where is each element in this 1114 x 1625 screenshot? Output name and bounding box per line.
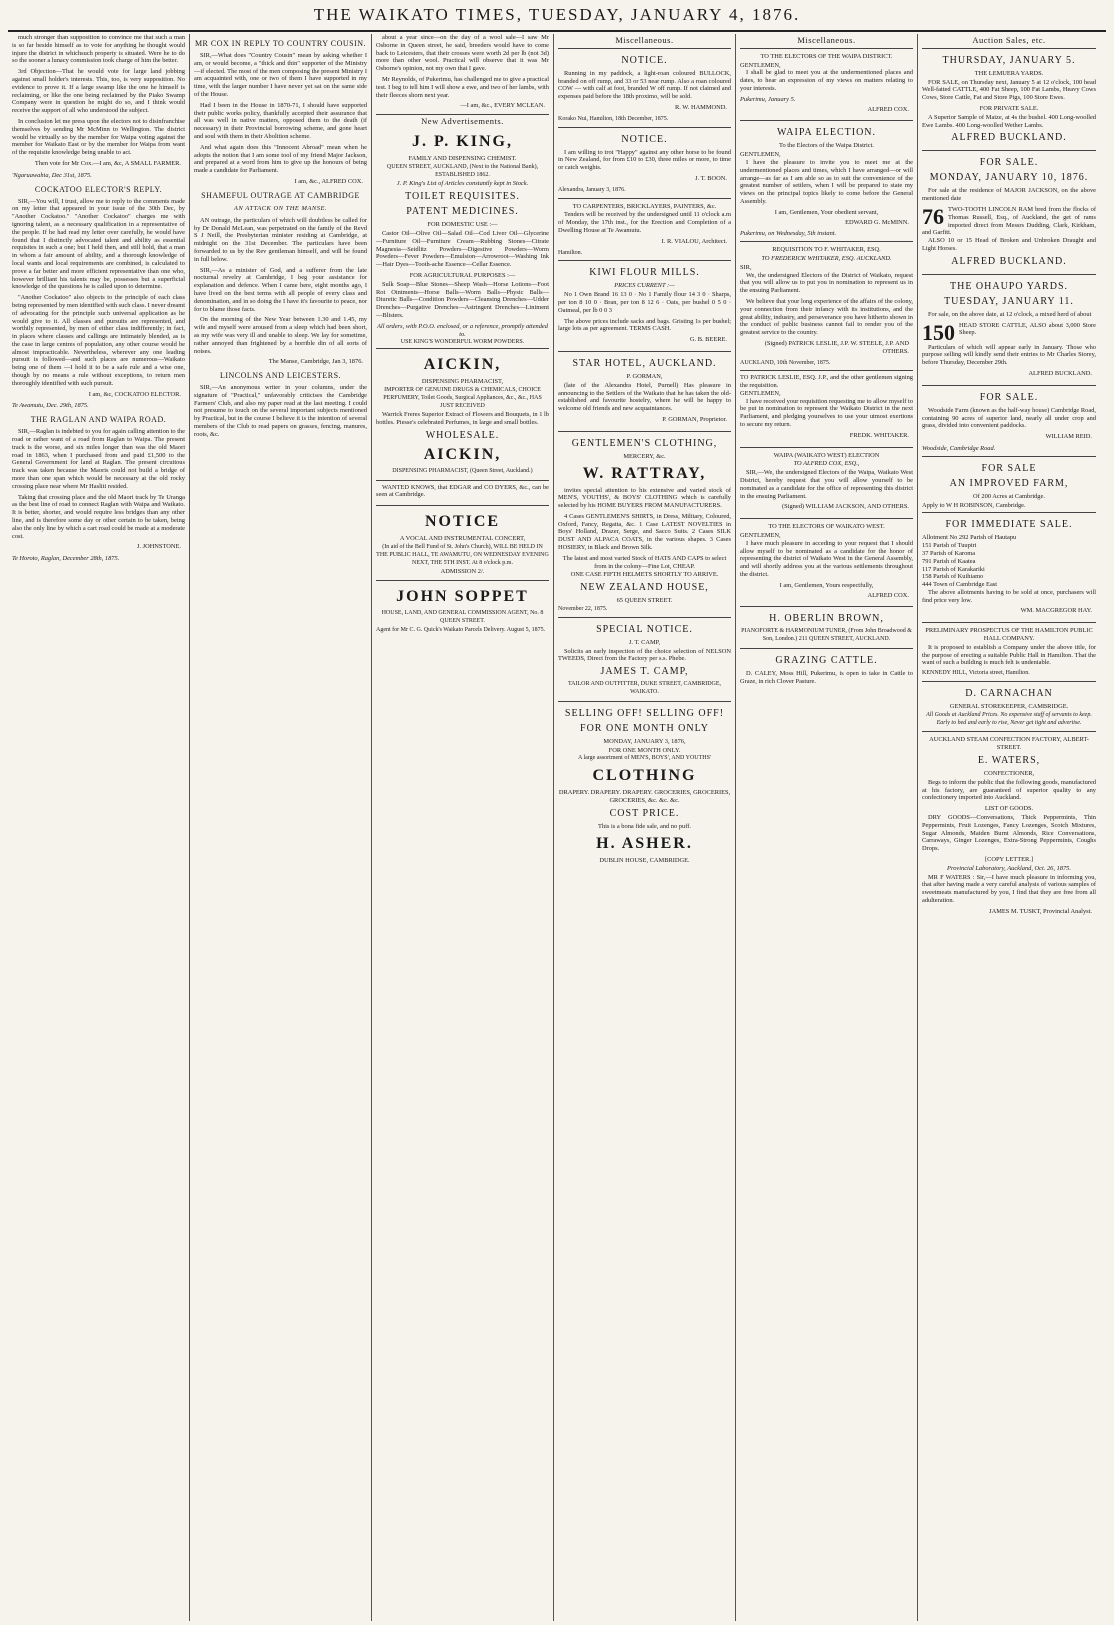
ad-text: We believe that your long experience of the affairs of the colony, your connection from their infancy with its institutions, and the great ability, industry, and perseverance you have hitherto shown in the conduct of public business cannot fail to render you of the greatest service to the country. bbox=[740, 297, 913, 337]
ad-text: D. CALEY, Moss Hill, Pukerimu, is open to take in Cattle to Graze, in rich Clover Pasture. bbox=[740, 670, 913, 685]
column-6 bbox=[918, 34, 1100, 1621]
ad-text: HEAD STORE CATTLE, ALSO about 3,000 Store Sheep. bbox=[959, 321, 1096, 337]
ad-text: WANTED KNOWS, that EDGAR and CO DYERS, &c., can be seen at Cambridge. bbox=[376, 483, 549, 499]
ad-note: USE KING'S WONDERFUL WORM POWDERS. bbox=[400, 339, 525, 346]
letter-paragraph: "Another Cockatoo" also objects to the principle of each class being represented by men identified with such class. I never dreamt of advocating for the principle such universal application as he would give to it. All classes and pursuits are represented, and worthily represented, by men of either class indifferently; in fact, in places where classes and callings are intimately blended, as is the case in large centres of population, any other course would be almost impracticable. Nevertheless, wherever any one leading pursuit is followed—and such places are numerous—Waikato being one of them —I hold it to be a safe rule and a wise one, though by no means a rule without exceptions, to return men thoroughly identified with such pursuit. bbox=[12, 294, 185, 387]
ad-text: I am willing to trot "Happy" against any other horse to be found in New Zealand, for from £10 to £30, three miles or more, to time or catch weights. bbox=[558, 148, 731, 172]
column-1 bbox=[8, 34, 190, 1621]
ad-subtitle: Of 200 Acres at Cambridge. bbox=[973, 492, 1045, 500]
ad-title: THURSDAY, JANUARY 5. bbox=[942, 54, 1076, 66]
ad-subtitle: THE LEMUERA YARDS. bbox=[974, 69, 1044, 77]
ad-title: JAMES T. CAMP, bbox=[600, 666, 689, 678]
ad-text: invites special attention to his extensive and varied stock of MEN'S, YOUTHS', & BOYS' CLOTHING which is carefully selected by his HOME BUYERS FROM MANUFACTURERS. bbox=[558, 486, 731, 510]
ad-text: Particulars of which will appear early in January. Those who purpose selling will kindly send their entries to Mr Charles Storey, before Thursday, December 29th. bbox=[922, 343, 1096, 367]
section-heading: New Advertisements. bbox=[376, 114, 549, 129]
ad-title: CLOTHING bbox=[592, 767, 697, 785]
ad-salutation: GENTLEMEN, bbox=[740, 61, 781, 69]
ad-subtitle: FOR ONE MONTH ONLY. bbox=[608, 746, 681, 754]
letter-paragraph: And what again does this "Innocent Abroad" mean when he adopts the notion that I am some tool of my friend Major Jackson, and prepared at a word from him to give up the honours of being made a candidate for Parliament. bbox=[194, 143, 367, 175]
masthead: THE WAIKATO TIMES, TUESDAY, JANUARY 4, 1876. bbox=[313, 5, 801, 24]
ad-salutation: GENTLEMEN, bbox=[740, 151, 781, 159]
ad-signature: G. B. BEERE. bbox=[689, 336, 727, 344]
letter-paragraph: Had I been in the House in 1870-71, I should have supported their public works policy, thankfully accepted their assurance that all was well in native matters, opposed them to the death (if necessary) in their Provincial borrowing scheme, and gone heart and soul with them in their Abolition scheme. bbox=[194, 101, 367, 140]
ad-note: Apply to W H ROBINSON, Cambridge. bbox=[922, 501, 1026, 509]
ad-text: Woodside Farm (known as the half-way house) Cambridge Road, containing 90 acres of superior land, nearly all under crop and grass, divided into convenient paddocks. bbox=[922, 406, 1096, 430]
ad-signature: R. W. HAMMOND. bbox=[674, 103, 727, 111]
letter-signature: I am, &c., ALFRED COX. bbox=[294, 177, 363, 185]
ad-signature: ALFRED BUCKLAND. bbox=[1028, 369, 1092, 377]
letter-paragraph: Taking that crossing place and the old Maori track by Te Uranga as the best line of road to connect Raglan with Waipa and Waikato. It is better, shorter, and would require less bridges than any other line, and is therefore some day or other certain to be taken, being also the only line by which a cart road could be made at a moderate cost. bbox=[12, 493, 185, 540]
ad-closing: I am, Gentlemen, Yours respectfully, bbox=[779, 581, 874, 589]
ad-title: MONDAY, JANUARY 10, 1876. bbox=[929, 172, 1089, 184]
lot-line: Allotment No 292 Parish of Hautapu bbox=[922, 534, 1017, 542]
ad-dateline: Woodside, Cambridge Road. bbox=[922, 444, 996, 452]
ad-text: Begs to inform the public that the following goods, manufactured at his factory, are guaranteed of superior quality to any confectionery imported into Auckland. bbox=[922, 778, 1096, 802]
ad-signature: J. T. BOON. bbox=[695, 174, 727, 182]
ad-signature: P. GORMAN, Proprietor. bbox=[662, 415, 727, 423]
ad-text: Tenders will be received by the undersigned until 11 o'clock a.m of Monday, the 17th inst., for the Erection and Completion of a Dwelling House at Te Awamutu. bbox=[558, 211, 731, 234]
ad-text: (late of the Alexandra Hotel, Purnell) Has pleasure in announcing to the Settlers of the Waikato that he has taken the old-established and favourite hostelry, where he will be happy to welcome old friends and new acquaintances. bbox=[558, 381, 731, 413]
ad-text: For sale at the residence of MAJOR JACKSON, on the above mentioned date bbox=[922, 187, 1096, 203]
ad-title: TO THE ELECTORS OF WAIKATO WEST. bbox=[768, 523, 885, 531]
article-paragraph: SIR,—As a minister of God, and a sufferer from the late nocturnal revelry at Cambridge, I beg your assistance for explanation and defence. When I came here, eight months ago, I have lived on the best terms with all people of every class and denomination, and in so doing the I have it's favourite to peace, nor for to blame those facts. bbox=[194, 266, 367, 313]
ad-text: Running in my paddock, a light-roan coloured BULLOCK, branded on off rump, and 33 or 53 near rump. Also a roan coloured COW — with calf at foot, branded W off rump. If not claimed and expenses paid before the 18th proximo, will be sold. bbox=[558, 69, 731, 101]
ad-heading: [COPY LETTER.] bbox=[984, 856, 1034, 864]
ad-note: Agent for Mr C. G. Quick's Waikato Parcels Delivery. August 5, 1875. bbox=[376, 626, 546, 633]
ad-text: The above allotments having to be sold at once, purchasers will find price very low. bbox=[922, 588, 1096, 604]
letter-signature: Then vote for Mr Cox.—I am, &c, A SMALL FARMER. bbox=[34, 159, 181, 167]
letter-paragraph: much stronger than supposition to convince me that such a man is so far beside himself as to vote for anything he thought would injure the district in whichsuch property is situated. Were he to do so the sooner a lunacy commission took charge of him the better. bbox=[12, 34, 185, 65]
article-heading: COCKATOO ELECTOR'S REPLY. bbox=[34, 184, 163, 194]
ad-note: The latest and most varied Stock of HATS AND CAPS to select from in the colony—Fine Lot, CHEAP. bbox=[562, 554, 727, 570]
ad-salutation: SIR, bbox=[740, 263, 752, 271]
ad-subtitle: MONDAY, JANUARY 3, 1876, bbox=[603, 737, 686, 745]
ad-title: TO THE ELECTORS OF THE WAIPA DISTRICT. bbox=[760, 52, 893, 60]
section-heading: Miscellaneous. bbox=[797, 35, 856, 45]
ad-list: Warrick Freres Superior Extract of Flowers and Bouquets, in 1 lb bottles. Piesse's celebrated Perfumes, in large and small bottles. bbox=[376, 411, 549, 427]
ad-signature: ALFRED BUCKLAND. bbox=[951, 255, 1067, 267]
ad-heading: LIST OF GOODS. bbox=[984, 805, 1034, 813]
article-heading: THE RAGLAN AND WAIPA ROAD. bbox=[30, 415, 167, 425]
ad-subtitle: PRICES CURRENT :— bbox=[614, 282, 675, 290]
ad-heading: FOR DOMESTIC USE :— bbox=[427, 221, 498, 229]
ad-signature: EDWARD G. McMINN. bbox=[845, 218, 909, 226]
ad-signature: (Signed) WILLIAM JACKSON, AND OTHERS. bbox=[782, 503, 909, 511]
columns bbox=[8, 34, 1106, 1621]
ad-subtitle: P. GORMAN, bbox=[626, 372, 663, 380]
ad-title: NOTICE bbox=[424, 513, 501, 531]
ad-subtitle: DISPENSING PHARMACIST, bbox=[421, 378, 504, 386]
ad-heading: TOILET REQUISITES. bbox=[405, 191, 520, 203]
letter-dateline: Te Awamutu, Dec. 29th, 1875. bbox=[12, 402, 89, 410]
article-heading: SHAMEFUL OUTRAGE AT CAMBRIDGE bbox=[201, 190, 360, 200]
ad-title: AICKIN, bbox=[423, 356, 502, 374]
ad-note: All Goods at Auckland Prices. No expensive staff of servants to keep. Early to bed and early to rise, Never get tight and advertise. bbox=[926, 711, 1092, 726]
ad-subtitle: DISPENSING PHARMACIST, (Queen Street, Auckland.) bbox=[392, 467, 533, 474]
ad-note: All orders, with P.O.O. enclosed, or a reference, promptly attended to. bbox=[377, 322, 548, 338]
ad-subtitle: CONFECTIONER, bbox=[983, 770, 1035, 778]
ad-title: AUCKLAND STEAM CONFECTION FACTORY, ALBERT-STREET. bbox=[929, 736, 1089, 752]
letter-dateline: 'Ngaruawahia, Dec 31st, 1875. bbox=[12, 171, 92, 179]
article-subheading: AN ATTACK ON THE MANSE. bbox=[233, 204, 328, 212]
ad-title: GENTLEMEN'S CLOTHING, bbox=[571, 437, 718, 449]
ad-note: A large assortment of MEN'S, BOYS', AND YOUTHS' bbox=[577, 755, 712, 762]
ad-subtitle: Provincial Laboratory, Auckland, Oct. 26, 1875. bbox=[947, 864, 1071, 872]
ad-subtitle: To the Electors of the Waipa District. bbox=[779, 142, 874, 150]
ad-dateline: Korako Nui, Hamilton, 18th December, 1875. bbox=[558, 115, 669, 122]
ad-text: I have received your requisition requesting me to allow myself to be put in nomination to represent the Waikato District in the next Parliament, and pledging yourselves to use your utmost exertions to secure my return. bbox=[740, 397, 913, 429]
ad-title: COST PRICE. bbox=[609, 807, 680, 819]
ad-number: 150 bbox=[922, 319, 955, 345]
ad-signature: KENNEDY HILL, Victoria street, Hamilton. bbox=[922, 670, 1030, 677]
article-paragraph: AN outrage, the particulars of which will doubtless be called for by Dr Donald McLean, was perpetrated on the family of the Revd S J Neill, the Presbyterian minister residing at Cambridge, at midnight on the 31st December. The particulars have been forwarded to us by the Rev gentleman himself, and will be found in full below. bbox=[194, 216, 367, 263]
ad-text: DRY GOODS—Conversations, Thick Peppermints, Thin Peppermints, Fruit Lozenges, Fancy Lozenges, Scotch Mixtures, Sugar Almonds, Maiden Burnt Almonds, Rice Conversations, Carraways, Ginger Lozenges, Extra-Strong Peppermints, Coughs Drops. bbox=[922, 814, 1096, 853]
ad-title: H. ASHER. bbox=[596, 834, 693, 852]
ad-subtitle: A VOCAL AND INSTRUMENTAL CONCERT, bbox=[399, 535, 526, 543]
lot-line: 151 Parish of Tuupiri bbox=[922, 542, 977, 550]
column-3 bbox=[372, 34, 554, 1621]
ad-title: FOR ONE MONTH ONLY bbox=[580, 722, 709, 734]
ad-subtitle: MERCERY, &c. bbox=[623, 452, 666, 460]
ad-title: THE OHAUPO YARDS. bbox=[949, 280, 1069, 292]
ad-title: TO CARPENTERS, BRICKLAYERS, PAINTERS, &c. bbox=[572, 202, 717, 210]
ad-note: ADMISSION 2/. bbox=[440, 568, 485, 576]
ad-dateline: Alexandra, January 3, 1876. bbox=[558, 186, 626, 193]
ad-text: For sale, on the above date, at 12 o'clock, a mixed herd of about bbox=[928, 310, 1092, 318]
ad-signature: ALFRED COX. bbox=[867, 591, 909, 599]
ad-title: FOR SALE. bbox=[979, 391, 1039, 403]
ad-subtitle: J. T. CAMP, bbox=[628, 638, 661, 646]
letter-paragraph: Mr Reynolds, of Pukerimu, has challenged me to give a practical test. I beg to tell him I will show a ewe, and two of her lambs, with their fleeces shorn next year. bbox=[376, 75, 549, 99]
ad-subtitle: PIANOFORTE & HARMONIUM TUNER, (From John Broadwood & Son, London.) 211 QUEEN STREET, AUCKLAND. bbox=[741, 628, 912, 643]
ad-text: Solicits an early inspection of the choice selection of NELSON TWEEDS, Direct from the Factory per s.s. Phebe. bbox=[558, 647, 731, 663]
ad-title: REQUISITION TO F. WHITAKER, ESQ. bbox=[772, 246, 881, 254]
ad-title: WAIPA (WAIKATO WEST) ELECTION bbox=[773, 451, 880, 459]
ad-signature: JAMES M. TUSKT, Provincial Analyst. bbox=[989, 907, 1092, 915]
letter-signature: I am, &c, COCKATOO ELECTOR. bbox=[88, 390, 181, 398]
lot-line: 444 Town of Cambridge East bbox=[922, 581, 998, 589]
ad-title: NEW ZEALAND HOUSE, bbox=[580, 582, 709, 594]
ad-text: We, the undersigned Electors of the District of Waikato, request that you will allow us to put you in nomination to represent us in the ensuing Parliament. bbox=[740, 271, 913, 295]
ad-price-list: No 1 Own Brand 16 13 0 · No 1 Family flour 14 3 0 · Sharps, per ton 8 10 0 · Bran, per ton 8 12 6 · Oats, per bushel 0 5 0 · Oatmeal, per lb 0 0 3 bbox=[558, 291, 731, 314]
ad-list: Sulk Soap—Blue Stones—Sheep Wash—Horse Lotions—Foot Rot Ointments—Horse Balls—Worm Balls—Physic Balls—Diuretic Balls—Condition Powders—Cleansing Drenches—Udder Drenches—Purgative Drenches—Astringent Drenches—Liniment—Blisters. bbox=[376, 280, 549, 319]
lot-line: 791 Parish of Kaatea bbox=[922, 557, 976, 565]
letter-signature: The Manse, Cambridge, Jan 3, 1876. bbox=[268, 358, 363, 366]
ad-text: I have the pleasure to invite you to meet me at the undermentioned places and times, which I have arranged—or will arrange—as far as I am able so as to suit the convenience of the greatest number of settlers, when I will be prepared to state my views on the principal topics likely to come before the General Assembly. bbox=[740, 158, 913, 205]
ad-title: J. P. KING, bbox=[412, 132, 513, 150]
ad-title: FOR IMMEDIATE SALE. bbox=[945, 519, 1073, 531]
ad-salutation: GENTLEMEN, bbox=[740, 389, 781, 397]
ad-heading: FOR AGRICULTURAL PURPOSES :— bbox=[409, 271, 516, 279]
ad-salutation: GENTLEMEN, bbox=[740, 532, 781, 540]
ad-text: SIR,—We, the undersigned Electors of the Waipa, Waikato West District, hereby request that you will allow yourself to be nominated as a candidate for the office of representing this district in the ensuing Parliament. bbox=[740, 469, 913, 500]
ad-text: TWO-TOOTH LINCOLN RAM bred from the flocks of Thomas Russell, Esq., of Auckland, the get of rams imported direct from Messrs Dudding, Clark, Kirkham, and Garfitt. bbox=[922, 205, 1096, 237]
ad-text: I shall be glad to meet you at the undermentioned places and dates, to hear an expression of my views on matters relating to your interests. bbox=[740, 69, 913, 92]
letter-paragraph: about a year since—on the day of a wool sale—I saw Mr Osborne in Queen street, he said, breeders would have to come back to Leicesters, that their crosses were worth 2d per lb (not 3d) more than other wool. Practical will observe that it was Mr Osborne's opinion, not my own that I gave. bbox=[376, 34, 549, 73]
ad-dateline: AUCKLAND, 10th November, 1875. bbox=[740, 359, 831, 366]
ad-signature: WM. MACGREGOR HAY. bbox=[1020, 607, 1092, 615]
ad-heading: WHOLESALE. bbox=[425, 429, 500, 441]
ad-heading: PATENT MEDICINES. bbox=[406, 206, 519, 218]
ad-signature: WILLIAM REID. bbox=[1045, 433, 1092, 441]
ad-title: JOHN SOPPET bbox=[396, 588, 529, 606]
column-5 bbox=[736, 34, 918, 1621]
ad-title: D. CARNACHAN bbox=[965, 688, 1053, 700]
ad-title: SPECIAL NOTICE. bbox=[596, 623, 693, 635]
ad-list: Castor Oil—Olive Oil—Salad Oil—Cod Liver Oil—Glycerine—Furniture Oil—Furniture Cream—Rubbing Stones—Citrate Magnesia—Seidlitz Powders—Digestive Powders—Worm Powders—Fever Powders—Emulsion—Arrowroot—Washing Ink—Hair Dyes—Tooth-ache Essence—Cellar Essence. bbox=[376, 229, 549, 269]
ad-signature: (Signed) PATRICK LESLIE, J.P. W. STEELE, J.P. AND OTHERS. bbox=[764, 339, 909, 355]
ad-title: STAR HOTEL, AUCKLAND. bbox=[572, 357, 717, 369]
ad-text: FOR SALE, on Thursday next, January 5 at 12 o'clock, 100 head Well-fatted CATTLE, 400 Fat Sheep, 100 Fat Lambs, Heavy Cows Cows, Store Cattle, Fat and Store Pigs, 100 Store Ewes. bbox=[922, 78, 1096, 102]
lot-line: 117 Parish of Karakariki bbox=[922, 565, 985, 573]
ad-title: H. OBERLIN BROWN, bbox=[769, 613, 884, 625]
ad-text: A Superior Sample of Maize, at 4s the bushel. 400 Long-woolled Ewe Lambs. 400 Long-woolled Wether Lambs. bbox=[922, 113, 1096, 129]
ad-subtitle: GENERAL STOREKEEPER, CAMBRIDGE. bbox=[949, 703, 1069, 711]
ad-title: E. WATERS, bbox=[977, 755, 1041, 767]
ad-dateline: Hamilton. bbox=[558, 249, 583, 256]
ad-subtitle: TO FREDERICK WHITAKER, ESQ. AUCKLAND. bbox=[761, 254, 892, 262]
letter-signature: J. JOHNSTONE. bbox=[136, 543, 181, 551]
ad-heading: FOR PRIVATE SALE. bbox=[979, 104, 1039, 112]
ad-note: DRAPERY. DRAPERY. DRAPERY. GROCERIES, GROCERIES, GROCERIES, &c. &c. &c. bbox=[558, 789, 731, 805]
ad-text: ALSO 10 or 15 Head of Broken and Unbroken Draught and Light Horses. bbox=[922, 237, 1096, 252]
ad-title: AICKIN, bbox=[423, 445, 502, 463]
letter-paragraph: SIR,—Raglan is indebted to you for again calling attention to the road or rather want of a road from Raglan to Waipa. The present track is the worse, and six miles longer than was the old Maori road in 1863, when I purchased from and paid £1,500 to the General Government for land at Raglan. The present circuitous track was taken because the Maoris could not build a bridge of more than one span which would be necessary at the old rocky crossing place near where Mr Hasliti resided. bbox=[12, 428, 185, 490]
ad-title: NOTICE. bbox=[621, 54, 668, 66]
ad-text: The above prices include sacks and bags. Gristing 1s per bushel; large lots as per agreement. TERMS CASH. bbox=[558, 317, 731, 333]
article-heading: MR COX IN REPLY TO COUNTRY COUSIN. bbox=[194, 39, 367, 48]
ad-title: GRAZING CATTLE. bbox=[775, 655, 878, 667]
article-heading: LINCOLNS AND LEICESTERS. bbox=[219, 371, 342, 381]
ad-note: ONE CASE FIFTH HELMETS SHORTLY TO ARRIVE. bbox=[570, 571, 719, 579]
ad-address: QUEEN STREET, AUCKLAND, (Next to the National Bank), ESTABLISHED 1862. bbox=[386, 163, 539, 178]
ad-dateline: November 22, 1875. bbox=[558, 606, 608, 613]
ad-subtitle: TO ALFRED COX, ESQ., bbox=[793, 460, 860, 468]
letter-paragraph: SIR,—You will, I trust, allow me to reply to the comments made on my letter that appeared in your issue of the 30th Dec, by "Another Cockatoo." "Another Cockatoo" charges me with ignoring talent, as a necessary qualification in a representative of the people. If he had read my letter over carefully, he would have found that I distinctly advocated talent and ability as essential requisites in such a one; but I held then, and still hold, that a man in whom a fair amount of ability, and a thorough knowledge of local wants and local requirements are combined, is calculated to prove a far better and more efficient representative than one who, however brilliant his talents may be, possesses but a superficial knowledge of the questions he is called upon to determine. bbox=[12, 197, 185, 291]
lot-line: 37 Parish of Karoma bbox=[922, 549, 976, 557]
ad-subtitle: FAMILY AND DISPENSING CHEMIST. bbox=[408, 154, 517, 162]
ad-dateline: Pukerimu, January 5. bbox=[740, 95, 796, 103]
ad-text: MR F WATERS : Sir,—I have much pleasure in informing you, that after having made a very careful analysis of various samples of sweetmeats manufactured by you, I find that they are free from all adulteration. bbox=[922, 873, 1096, 904]
ad-title: NOTICE. bbox=[621, 133, 668, 145]
ad-signature: FREDK. WHITAKER. bbox=[849, 431, 909, 439]
ad-list: 4 Cases GENTLEMEN'S SHIRTS, in Dress, Military, Coloured, Oxford, Fancy, Regatta, &c. 1 Case LATEST NOVELTIES in Boys' Holland, Drazer, Serge, and Sacco Suits. 2 Cases SILK DUST AND ALPACA COATS, in the various shapes. 3 Cases HOSIERY, in Black and Brown Silk. bbox=[558, 512, 731, 552]
section-heading: Auction Sales, etc. bbox=[972, 35, 1046, 45]
ad-title: W. RATTRAY, bbox=[582, 464, 707, 482]
ad-title: SELLING OFF! SELLING OFF! bbox=[564, 707, 725, 719]
ad-signature: I. R. VIALOU, Architect. bbox=[661, 237, 727, 245]
ad-title: FOR SALE bbox=[981, 462, 1037, 474]
ad-title: WAIPA ELECTION. bbox=[776, 127, 877, 139]
ad-text: I have much pleasure in acceding to your request that I should allow myself to be nominated as a candidate for the honor of representing the district of Waikato West in the General Assembly, and will shortly address you at the various settlements throughout the district. bbox=[740, 539, 913, 579]
letter-paragraph: SIR,—An anonymous writer in your columns, under the signature of "Practical," unfavorably criticises the Cambridge Farmers' Club, and also my paper read at the last meeting. I could not presume to touch on the several important subjects mentioned by Practical, but in the course I believe it is the intention of several members of the Club to read papers on grasses, fencing, manures, roots, &c. bbox=[194, 384, 367, 438]
ad-number: 76 bbox=[922, 203, 944, 229]
ad-title: TUESDAY, JANUARY 11. bbox=[944, 295, 1074, 307]
ad-dateline: Pukerimu, on Wednesday, 5th instant. bbox=[740, 230, 837, 238]
ad-note: This is a bona fide sale, and no puff. bbox=[598, 822, 691, 830]
ad-subtitle: TAILOR AND OUTFITTER, DUKE STREET, CAMBRIDGE, WAIKATO. bbox=[567, 681, 722, 696]
ad-title: AN IMPROVED FARM, bbox=[949, 477, 1069, 489]
letter-signature: —I am, &c., EVERY MCLEAN. bbox=[460, 102, 545, 110]
masthead-rule bbox=[8, 30, 1106, 32]
ad-title: TO PATRICK LESLIE, ESQ. J.P., and the other gentlemen signing the requisition. bbox=[740, 374, 913, 390]
lot-line: 158 Parish of Kuihiamo bbox=[922, 573, 984, 581]
ad-note: J. P. King's List of Articles constantly kept in Stock. bbox=[396, 180, 529, 188]
letter-dateline: Te Horoto, Raglan, December 28th, 1875. bbox=[12, 555, 120, 563]
letter-paragraph: 3rd Objection—That he would vote for large land jobbing against small holder's interests. This, too, is very supposition. No evidence to prove it. If a large swamp like the one he himself is reclaiming, or like the one being reclaimed by the Piako Swamp Company were in question he might do so, and I think would receive the support of all who understood the subject. bbox=[12, 68, 185, 115]
ad-text: It is proposed to establish a Company under the above title, for the purpose of erecting a suitable Public Hall in Hamilton. That the want of such a building is much felt is undeniable. bbox=[922, 643, 1096, 667]
ad-subtitle: 65 QUEEN STREET. bbox=[616, 597, 673, 605]
letter-paragraph: In conclusion let me press upon the electors not to disinfranchise themselves by sending Mr McMinn to Wellington. The district would be virtually so by the member for Waipa voting against the member for Waikato East or by the member for Waipa from want of the requisite knowledge being unable to act. bbox=[12, 117, 185, 157]
letter-paragraph: SIR,—What does "Country Cousin" mean by asking whether I am, or would become, a "thick and thin" supporter of the Ministry—if elected. The most of the men composing the present Ministry I am acquainted with, one or two of them I have supported in my time, with the larger number I have never yet sat on the same side of the House. bbox=[194, 52, 367, 98]
ad-signature: ALFRED BUCKLAND. bbox=[951, 132, 1067, 144]
ad-closing: I am, Gentlemen, Your obedient servant, bbox=[774, 208, 879, 216]
ad-subtitle: HOUSE, LAND, AND GENERAL COMMISSION AGENT, No. 8 QUEEN STREET. bbox=[381, 610, 544, 625]
ad-title: FOR SALE. bbox=[979, 157, 1039, 169]
ad-note: (In aid of the Bell Fund of St. John's Church), WILL BE HELD IN THE PUBLIC HALL, TE AWAMUTU, ON WEDNESDAY EVENING NEXT, THE 5TH INST. At 8 o'clock p.m. bbox=[376, 544, 549, 566]
ad-title: KIWI FLOUR MILLS. bbox=[589, 267, 700, 279]
column-2 bbox=[190, 34, 372, 1621]
ad-note: IMPORTER OF GENUINE DRUGS & CHEMICALS, CHOICE PERFUMERY, Toilet Goods, Surgical Appliances, &c., &c., HAS JUST RECEIVED bbox=[383, 386, 542, 409]
article-paragraph: On the morning of the New Year between 1.30 and 1.45, my wife and myself were aroused from a sleep which had been short, as my wife was very ill and unable to sleep. We lay for sometime, rather annoyed than frightened by a horrible din of all sorts of noises. bbox=[194, 316, 367, 355]
ad-subtitle: DUBLIN HOUSE, CAMBRIDGE. bbox=[599, 856, 690, 864]
ad-title: PRELIMINARY PROSPECTUS OF THE HAMILTON PUBLIC HALL COMPANY. bbox=[925, 627, 1093, 643]
ad-signature: ALFRED COX. bbox=[867, 105, 909, 113]
section-heading: Miscellaneous. bbox=[615, 35, 674, 45]
column-4 bbox=[554, 34, 736, 1621]
